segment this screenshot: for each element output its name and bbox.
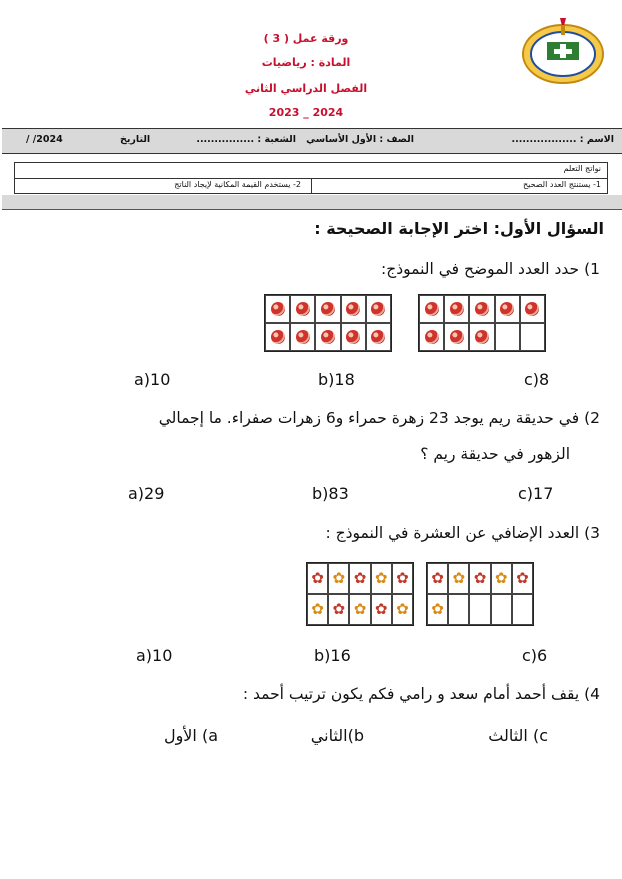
ball-icon <box>346 330 360 344</box>
section-title: السؤال الأول: اختر الإجابة الصحيحة : <box>314 219 604 238</box>
flower-icon: ✿ <box>311 600 324 618</box>
ten-frame-cell <box>366 295 391 323</box>
flower-icon: ✿ <box>516 569 529 587</box>
ball-icon <box>371 330 385 344</box>
ten-frame-cell <box>512 594 533 625</box>
ten-frame-full <box>306 562 414 626</box>
ball-icon <box>371 302 385 316</box>
ten-frame-partial <box>426 562 534 626</box>
ball-icon <box>425 330 439 344</box>
flower-icon: ✿ <box>374 569 388 587</box>
ball-icon <box>271 330 285 344</box>
ball-icon <box>500 302 514 316</box>
name-field[interactable]: الاسم : .................. <box>511 134 614 145</box>
ball-icon <box>321 302 335 316</box>
question-3-option-c[interactable]: c)6 <box>522 646 548 665</box>
date-field[interactable]: / /2024 <box>26 134 63 145</box>
ball-icon <box>425 302 439 316</box>
flower-icon: ✿ <box>374 600 388 618</box>
ball-icon <box>296 302 310 316</box>
question-2-text-line2: الزهور في حديقة ريم ؟ <box>420 445 570 463</box>
question-1-option-b[interactable]: b)18 <box>318 370 355 389</box>
flower-icon: ✿ <box>494 569 508 587</box>
ten-frame-full <box>264 294 392 352</box>
ball-icon <box>450 302 464 316</box>
flower-icon: ✿ <box>332 569 346 587</box>
question-1-text: 1) حدد العدد الموضح في النموذج: <box>380 260 600 278</box>
ten-frame-cell <box>307 563 328 594</box>
ten-frame-cell <box>469 594 490 625</box>
flower-icon: ✿ <box>473 569 487 587</box>
ten-frame-cell <box>495 295 520 323</box>
flower-icon: ✿ <box>332 600 346 618</box>
ten-frame-cell <box>491 563 512 594</box>
ten-frame-cell <box>469 323 494 351</box>
outcomes-title: نواتج التعلم <box>563 164 601 173</box>
question-2-text-line1: 2) في حديقة ريم يوجد 23 زهرة حمراء و6 زهرات صفراء. ما إجمالي <box>158 409 600 427</box>
ten-frame-cell <box>315 323 340 351</box>
question-3-option-a[interactable]: a)10 <box>136 646 173 665</box>
ten-frame-cell <box>371 563 392 594</box>
ten-frame-cell <box>520 295 545 323</box>
ten-frame-cell <box>371 594 392 625</box>
question-4-option-b[interactable]: b)الثاني <box>310 726 364 745</box>
ten-frame-cell <box>392 563 413 594</box>
ten-frame-cell <box>495 323 520 351</box>
ten-frame-cell <box>366 323 391 351</box>
question-1-option-a[interactable]: a)10 <box>134 370 171 389</box>
ten-frame-cell <box>427 563 448 594</box>
term-label: الفصل الدراسي الثاني <box>244 82 368 95</box>
ten-frame-cell <box>265 323 290 351</box>
question-1-option-c[interactable]: c)8 <box>524 370 550 389</box>
ten-frame-cell <box>444 323 469 351</box>
flower-icon: ✿ <box>431 569 444 587</box>
ten-frame-cell <box>392 594 413 625</box>
question-2-option-b[interactable]: b)83 <box>312 484 349 503</box>
ten-frame-cell <box>520 323 545 351</box>
ten-frame-cell <box>328 594 349 625</box>
ten-frame-cell <box>448 563 469 594</box>
ten-frame-cell <box>512 563 533 594</box>
question-4-text: 4) يقف أحمد أمام سعد و رامي فكم يكون ترتيب أحمد : <box>242 685 600 703</box>
question-3-text: 3) العدد الإضافي عن العشرة في النموذج : <box>325 524 600 542</box>
ten-frame-cell <box>427 594 448 625</box>
separator-strip <box>2 195 622 210</box>
question-3-option-b[interactable]: b)16 <box>314 646 351 665</box>
ten-frame-cell <box>491 594 512 625</box>
ten-frame-cell <box>328 563 349 594</box>
ball-icon <box>475 302 489 316</box>
ten-frame-partial <box>418 294 546 352</box>
grade-label: الصف : الأول الأساسي <box>306 134 414 145</box>
ten-frame-cell <box>444 295 469 323</box>
ball-icon <box>475 330 489 344</box>
date-label: التاريخ <box>120 134 151 145</box>
ten-frame-cell <box>307 594 328 625</box>
question-4-option-a[interactable]: a) الأول <box>163 726 218 745</box>
ten-frame-cell <box>469 563 490 594</box>
ten-frame-cell <box>265 295 290 323</box>
school-logo <box>520 14 606 84</box>
ball-icon <box>321 330 335 344</box>
ten-frame-cell <box>290 323 315 351</box>
question-4-option-c[interactable]: c) الثالث <box>488 726 548 745</box>
ten-frame-cell <box>419 295 444 323</box>
outcome-item-2: 2- يستخدم القيمة المكانية لإيجاد الناتج <box>174 180 301 189</box>
ball-icon <box>450 330 464 344</box>
flower-icon: ✿ <box>396 569 409 587</box>
flower-icon: ✿ <box>431 600 444 618</box>
learning-outcomes-box <box>14 162 608 194</box>
ten-frame-cell <box>469 295 494 323</box>
ball-icon <box>271 302 285 316</box>
ten-frame-cell <box>349 594 370 625</box>
ten-frame-cell <box>341 323 366 351</box>
worksheet-title: ورقة عمل ( 3 ) <box>263 32 349 45</box>
flower-icon: ✿ <box>353 569 367 587</box>
subject-label: المادة : رياضيات <box>261 56 351 69</box>
ten-frame-cell <box>290 295 315 323</box>
year-label: 2023 _ 2024 <box>268 106 344 119</box>
question-2-option-a[interactable]: a)29 <box>128 484 165 503</box>
flower-icon: ✿ <box>353 600 367 618</box>
ball-icon <box>525 302 539 316</box>
section-field[interactable]: الشعبة : ................ <box>196 134 296 145</box>
ball-icon <box>296 330 310 344</box>
flower-icon: ✿ <box>452 569 466 587</box>
outcome-item-1: 1- يستنتج العدد الصحيح <box>523 180 601 189</box>
flower-icon: ✿ <box>311 569 324 587</box>
ten-frame-cell <box>341 295 366 323</box>
student-info-bar <box>2 128 622 154</box>
flower-icon: ✿ <box>396 600 409 618</box>
question-2-option-c[interactable]: c)17 <box>518 484 554 503</box>
ball-icon <box>346 302 360 316</box>
ten-frame-cell <box>419 323 444 351</box>
ten-frame-cell <box>349 563 370 594</box>
ten-frame-cell <box>315 295 340 323</box>
ten-frame-cell <box>448 594 469 625</box>
